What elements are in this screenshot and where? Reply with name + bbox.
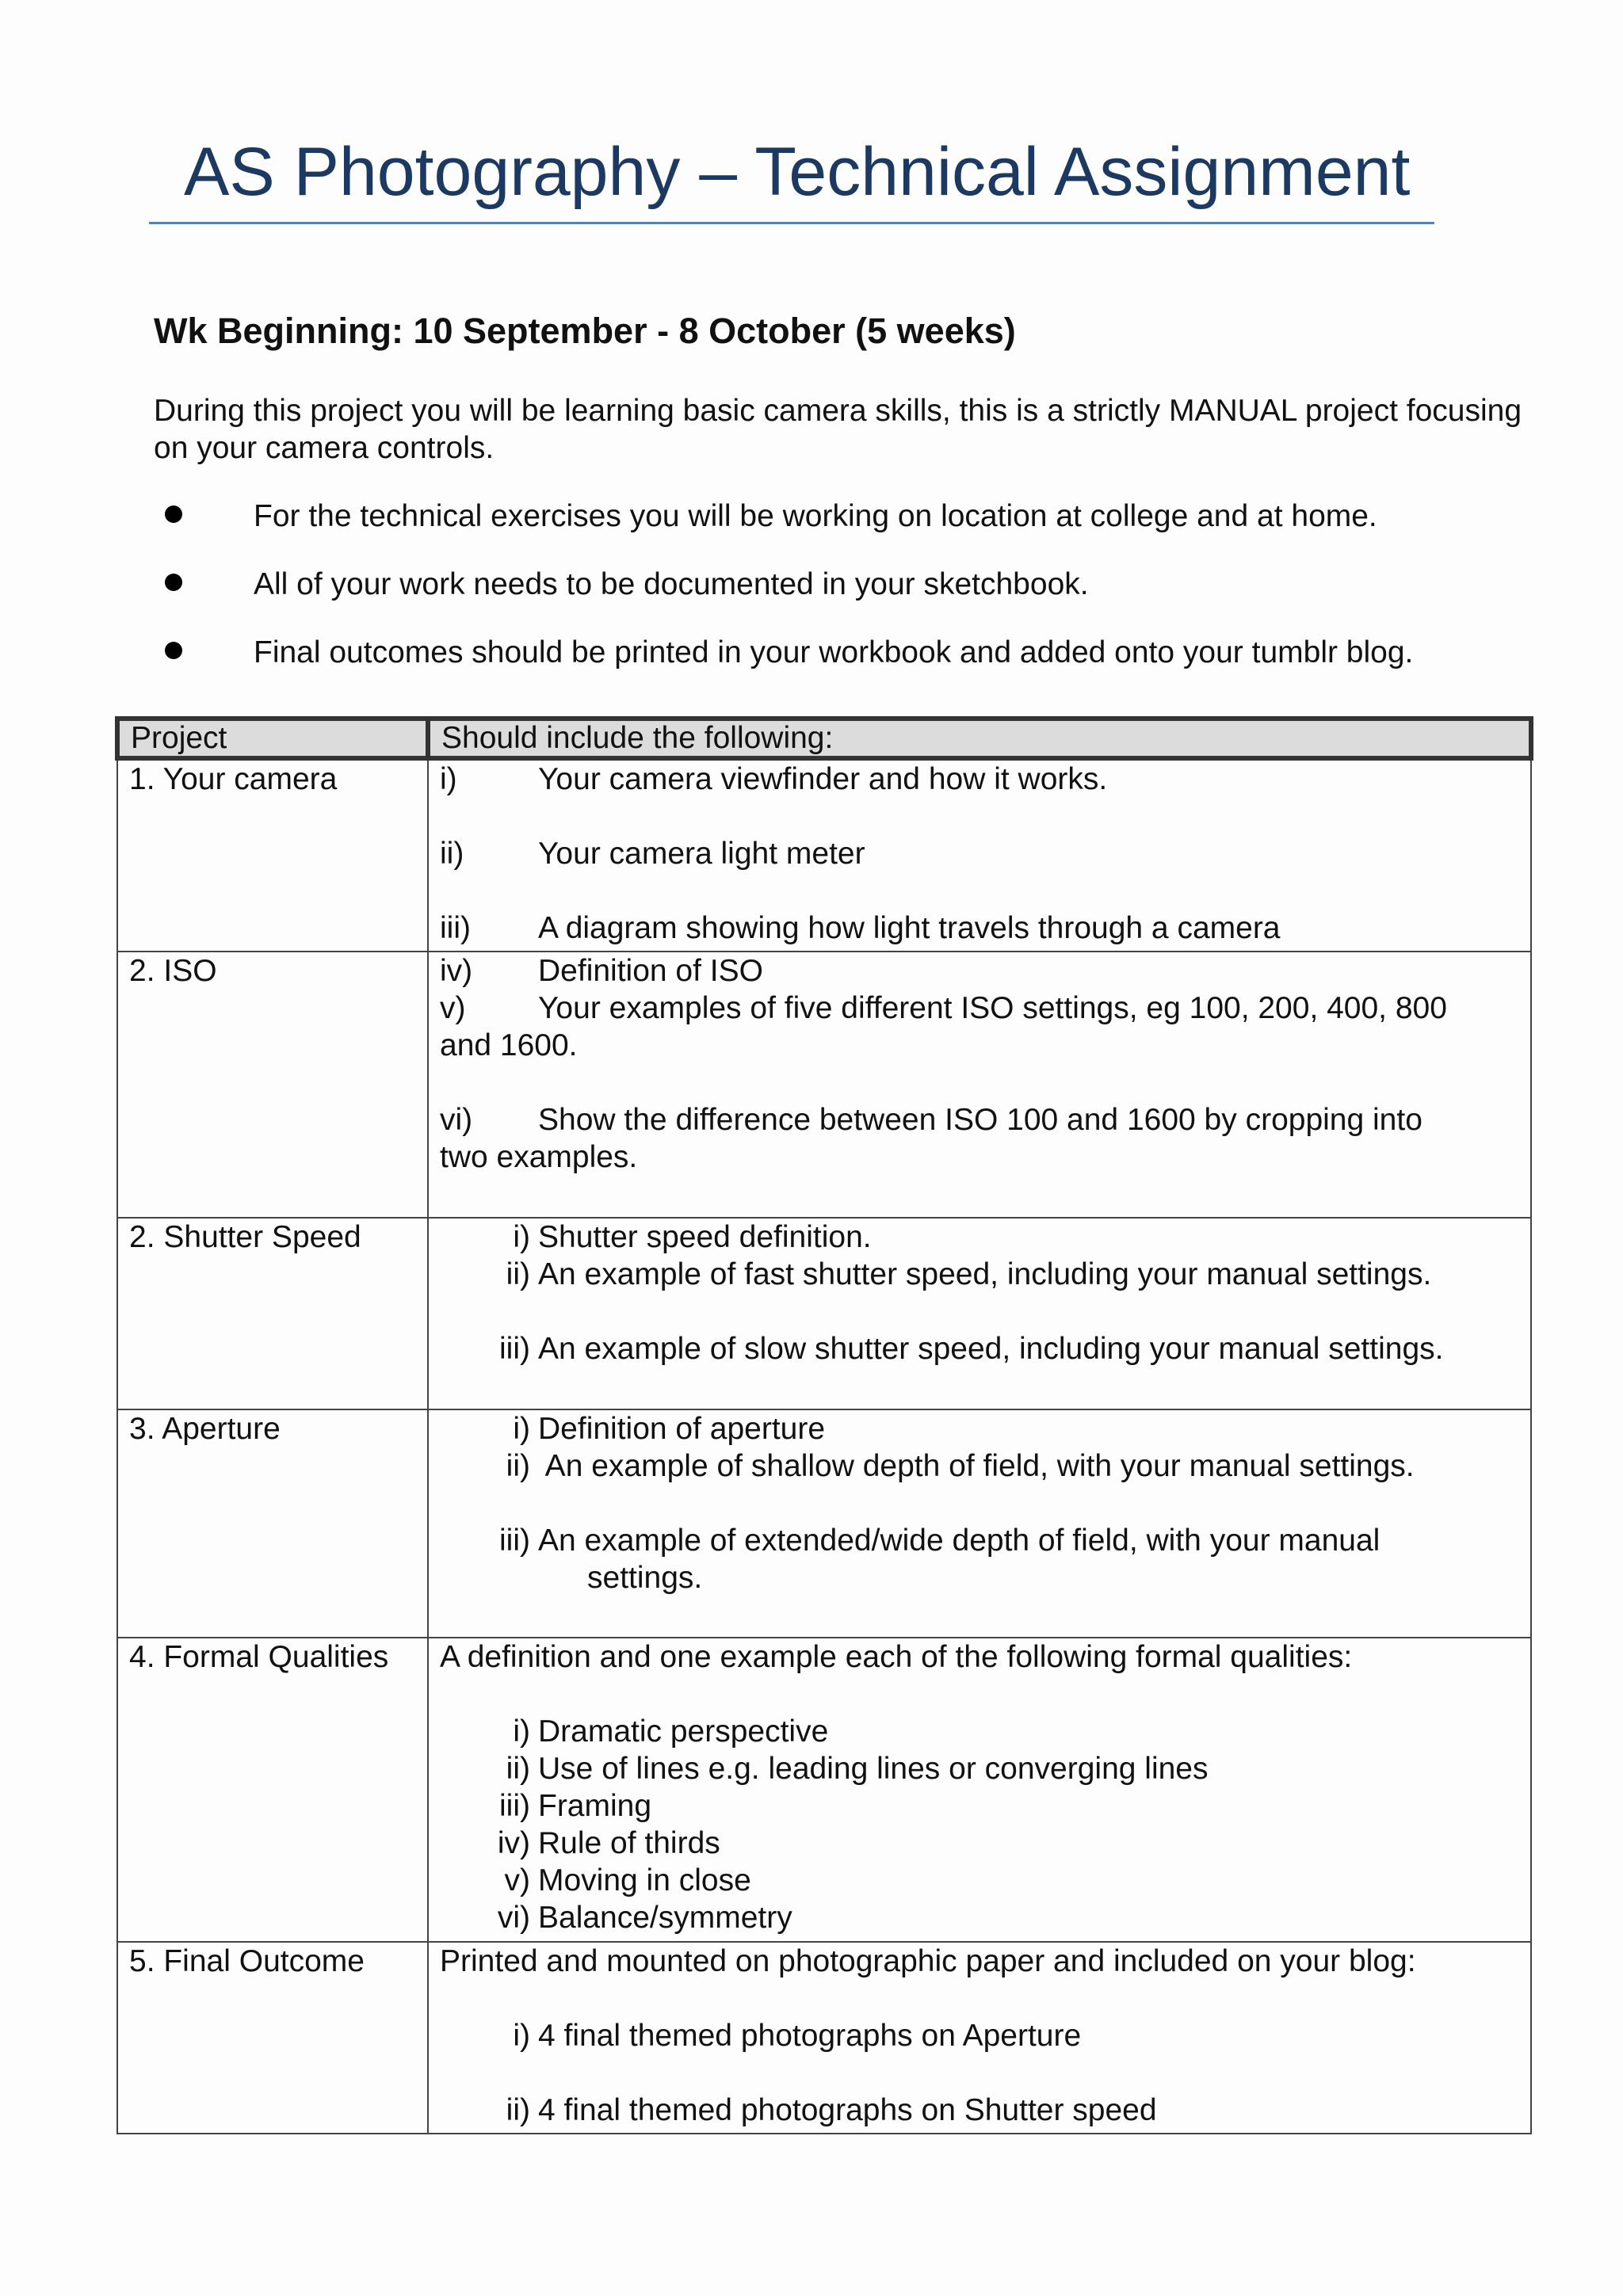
table-row [117,1218,1531,1409]
item-text: Your camera light meter [538,837,865,871]
item-text: Definition of aperture [538,1412,826,1446]
header-requirements: Should include the following: [428,719,1531,758]
item-label: vi) [440,1103,473,1137]
requirements-cell [428,758,1531,952]
item-label: ii) [440,837,464,871]
bullet-icon [165,574,182,591]
bullet-icon [165,505,182,523]
item-text: Framing [538,1789,652,1823]
table-row [117,952,1531,1218]
requirements-cell [428,1638,1531,1942]
intro-paragraph: During this project you will be learning basic camera skills, this is a strictly MANUAL project focusing on your camera controls. [154,394,1522,465]
item-label: ii) [506,1257,530,1291]
item-text: Definition of ISO [538,954,763,988]
bullet-text: For the technical exercises you will be working on location at college and at home. [254,499,1377,533]
requirements-lead: Printed and mounted on photographic paper and included on your blog: [440,1944,1416,1978]
item-text: Use of lines e.g. leading lines or converging lines [538,1752,1209,1786]
table-row [117,1409,1531,1638]
table-row [117,758,1531,952]
item-text: Your camera viewfinder and how it works. [538,762,1108,796]
item-text-continued: and 1600. [440,1028,578,1062]
project-cell: 2. Shutter Speed [117,1218,428,1409]
item-label: i) [513,1220,530,1254]
project-cell: 3. Aperture [117,1409,428,1638]
item-text: An example of slow shutter speed, including your manual settings. [538,1332,1444,1366]
bullet-icon [165,642,182,659]
project-cell: 4. Formal Qualities [117,1638,428,1942]
bullet-item [154,634,1580,702]
item-label: iii) [440,911,471,945]
requirements-cell [428,952,1531,1218]
item-label: iii) [499,1524,530,1558]
item-text: An example of shallow depth of field, with your manual settings. [538,1449,1415,1483]
item-text-continued: settings. [587,1561,703,1595]
table-row [117,1638,1531,1942]
item-label: iii) [499,1789,530,1823]
item-label: i) [513,1714,530,1749]
bullet-list [154,498,1580,702]
requirements-lead: A definition and one example each of the following formal qualities: [440,1640,1353,1674]
item-text-continued: two examples. [440,1140,638,1174]
item-label: ii) [506,1449,530,1483]
item-text: Rule of thirds [538,1826,720,1860]
item-text: Show the difference between ISO 100 and 1600 by cropping into [538,1103,1423,1137]
item-label: vi) [497,1901,530,1935]
header-project: Project [117,719,428,758]
table-row [117,1942,1531,2134]
item-label: iv) [440,954,473,988]
requirements-cell [428,1218,1531,1409]
project-cell: 5. Final Outcome [117,1942,428,2134]
page-title: AS Photography – Technical Assignment [184,134,1411,210]
item-text: An example of extended/wide depth of field, with your manual [538,1524,1381,1558]
item-text: Dramatic perspective [538,1714,829,1749]
week-heading: Wk Beginning: 10 September - 8 October (5 weeks) [154,311,1016,351]
project-cell: 2. ISO [117,952,428,1218]
item-text: 4 final themed photographs on Shutter speed [538,2093,1157,2127]
item-text: Balance/symmetry [538,1901,792,1935]
item-label: iii) [499,1332,530,1366]
requirements-cell [428,1409,1531,1638]
assignment-table [115,716,1533,2134]
title-divider [149,222,1434,224]
item-text: Shutter speed definition. [538,1220,872,1254]
item-label: v) [504,1863,530,1897]
project-cell: 1. Your camera [117,758,428,952]
item-label: i) [513,2019,530,2053]
item-text: 4 final themed photographs on Aperture [538,2019,1082,2053]
item-label: i) [513,1412,530,1446]
item-label: v) [440,991,466,1025]
item-label: iv) [497,1826,530,1860]
bullet-text: All of your work needs to be documented in your sketchbook. [254,567,1089,601]
item-text: Moving in close [538,1863,751,1897]
bullet-text: Final outcomes should be printed in your workbook and added onto your tumblr blog. [254,635,1414,669]
item-text: A diagram showing how light travels through a camera [538,911,1281,945]
item-label: ii) [506,2093,530,2127]
item-text: Your examples of five different ISO settings, eg 100, 200, 400, 800 [538,991,1447,1025]
table-header-row [117,719,1531,758]
item-label: ii) [506,1752,530,1786]
bullet-item [154,566,1580,634]
item-text: An example of fast shutter speed, including your manual settings. [538,1257,1432,1291]
bullet-item [154,498,1580,566]
item-label: i) [440,762,457,796]
requirements-cell [428,1942,1531,2134]
